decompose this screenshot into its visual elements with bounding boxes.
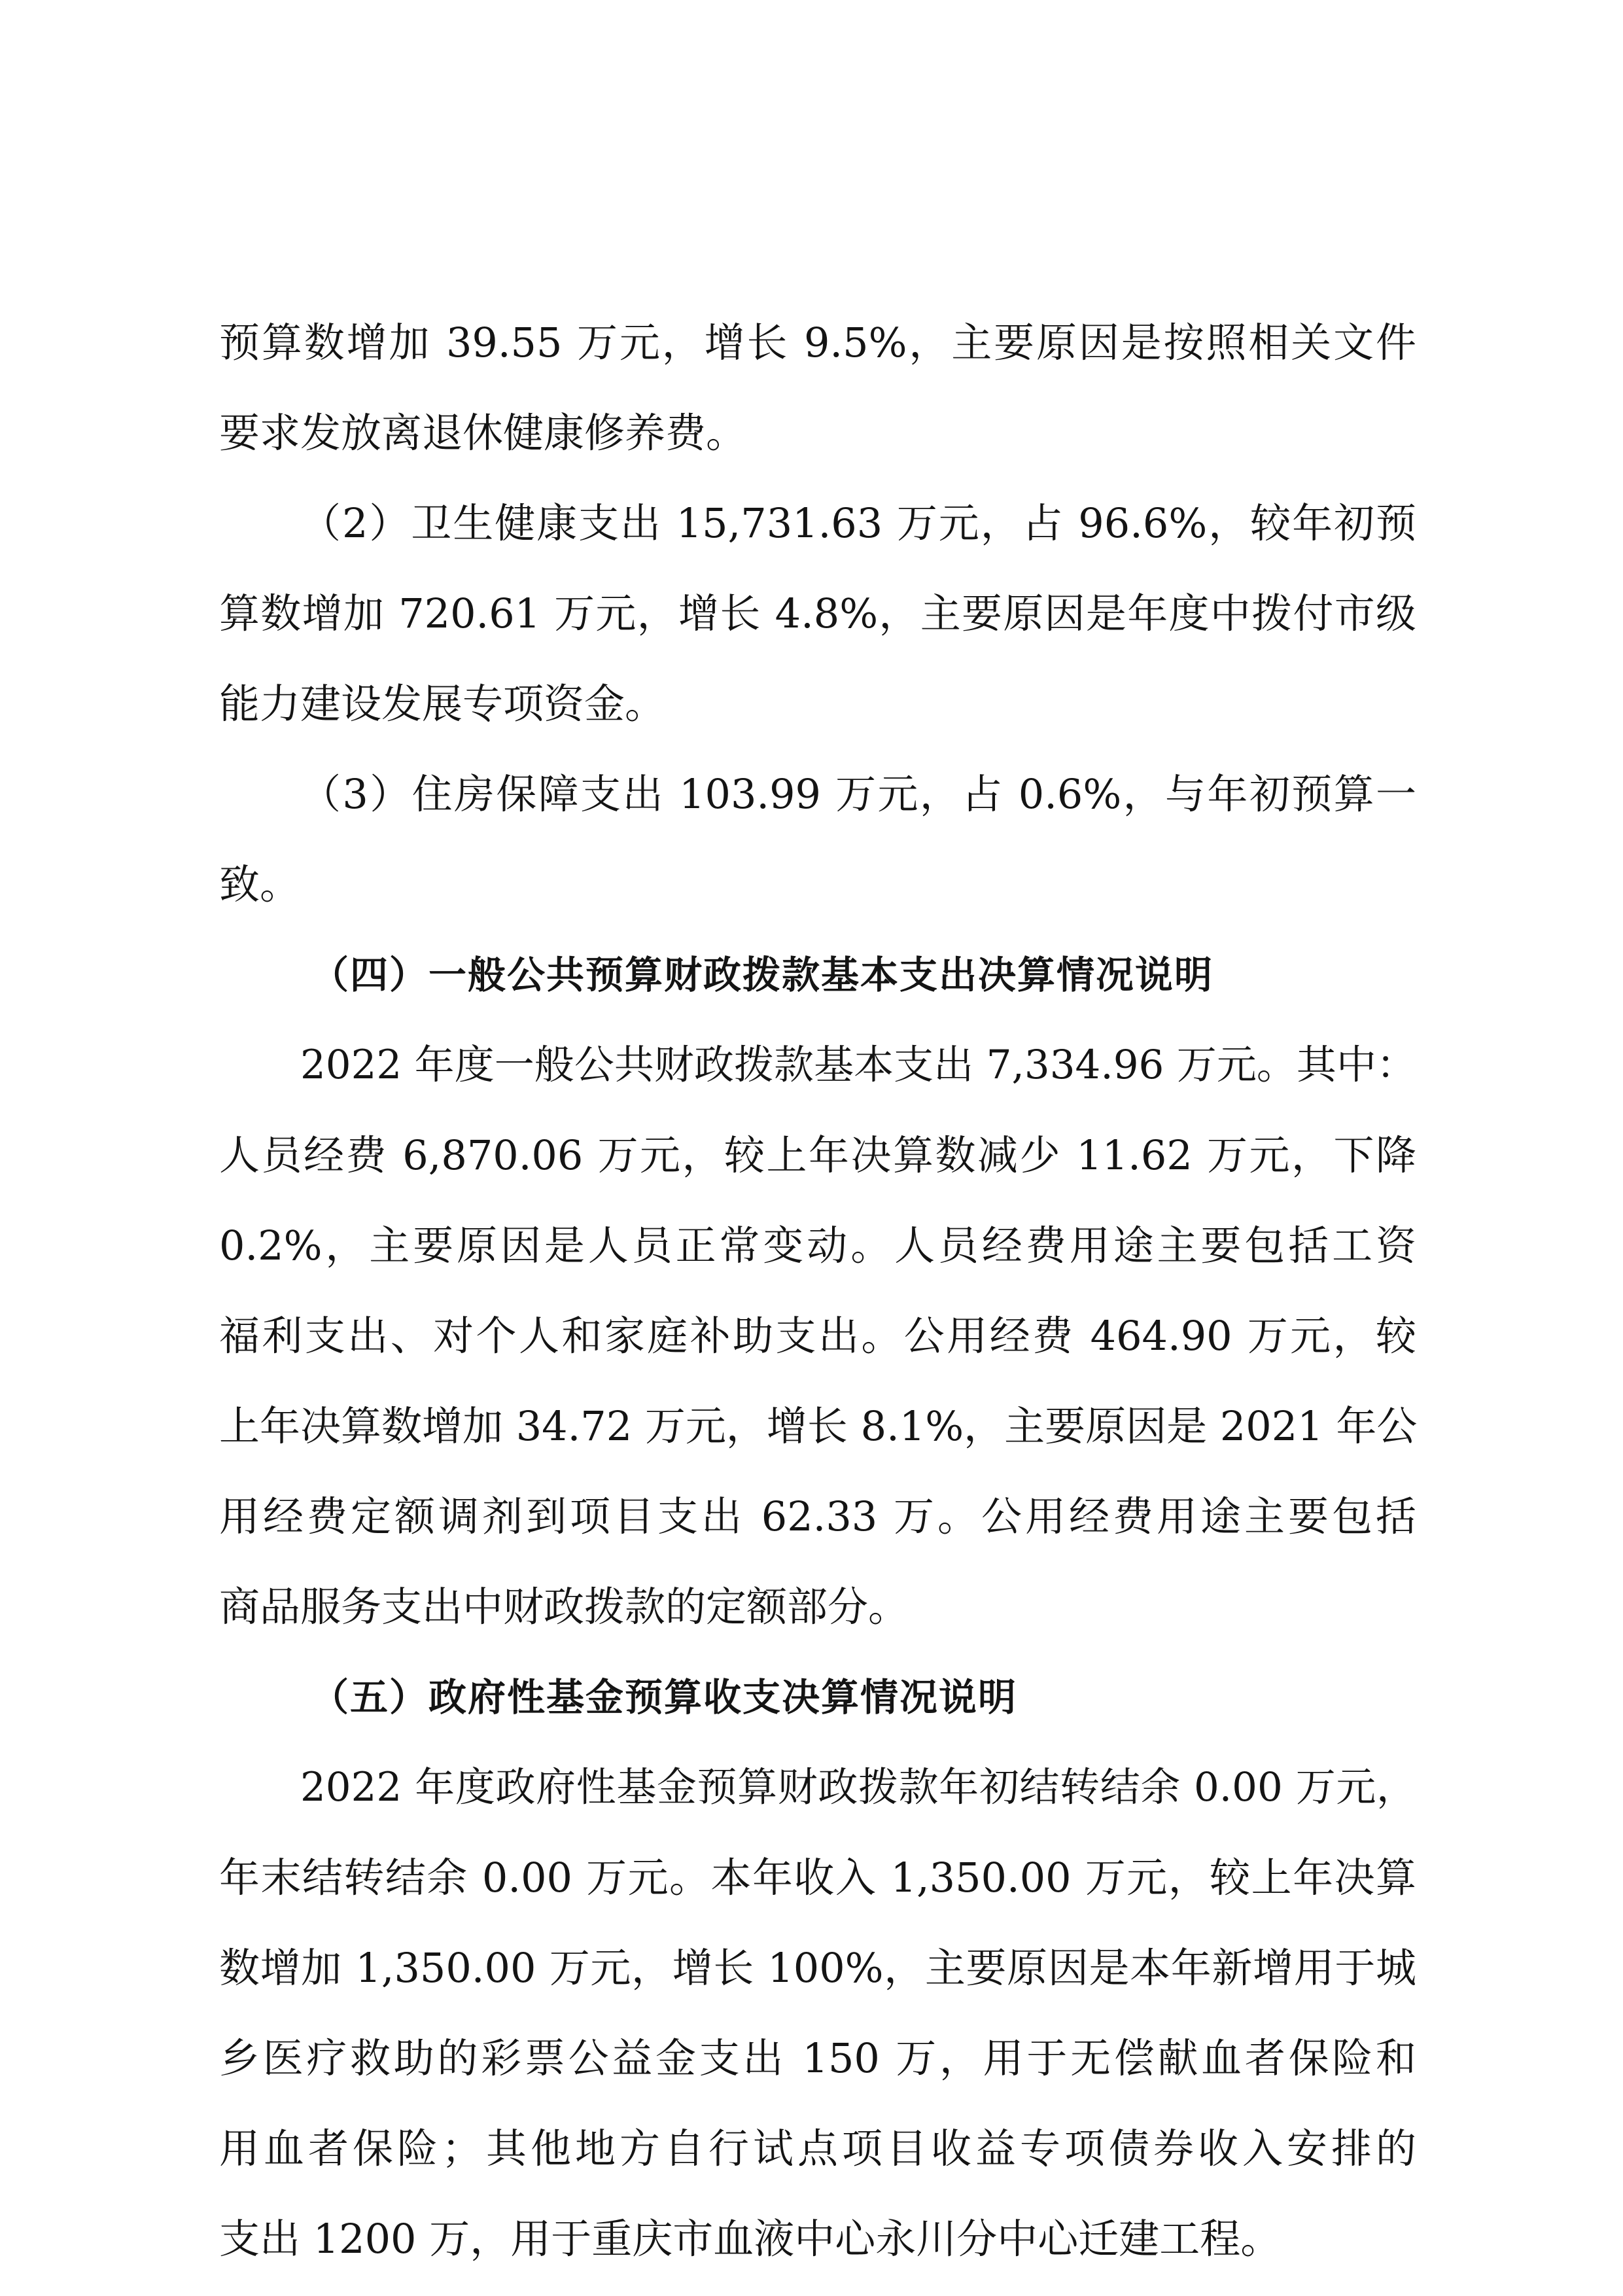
text-line: 用血者保险；其他地方自行试点项目收益专项债券收入安排的	[219, 2125, 1416, 2172]
text-line: （2）卫生健康支出 15,731.63 万元，占 96.6%，较年初预	[300, 499, 1416, 547]
text-line: 要求发放离退休健康修养费。	[219, 409, 747, 457]
text-line: 上年决算数增加 34.72 万元，增长 8.1%，主要原因是 2021 年公	[219, 1402, 1418, 1450]
text-line: 0.2%，主要原因是人员正常变动。人员经费用途主要包括工资	[219, 1222, 1416, 1269]
text-line: 2022 年度一般公共财政拨款基本支出 7,334.96 万元。其中：	[300, 1042, 1416, 1088]
section-heading: （四）一般公共预算财政拨款基本支出决算情况说明	[311, 953, 1214, 997]
section-heading: （五）政府性基金预算收支决算情况说明	[311, 1675, 1018, 1720]
text-line: 能力建设发展专项资金。	[219, 680, 666, 728]
text-line: 年末结转结余 0.00 万元。本年收入 1,350.00 万元，较上年决算	[219, 1854, 1416, 1901]
text-line: 数增加 1,350.00 万元，增长 100%，主要原因是本年新增用于城	[219, 1944, 1416, 1992]
text-line: （3）住房保障支出 103.99 万元，占 0.6%，与年初预算一	[300, 770, 1416, 818]
text-line: 用经费定额调剂到项目支出 62.33 万。公用经费用途主要包括	[219, 1492, 1416, 1540]
text-line: 乡医疗救助的彩票公益金支出 150 万，用于无偿献血者保险和	[219, 2034, 1416, 2082]
text-line: 预算数增加 39.55 万元，增长 9.5%，主要原因是按照相关文件	[219, 319, 1416, 366]
document-page	[219, 298, 1416, 2284]
text-line: 算数增加 720.61 万元，增长 4.8%，主要原因是年度中拨付市级	[219, 590, 1416, 637]
text-line: 致。	[219, 860, 301, 908]
text-line: 人员经费 6,870.06 万元，较上年决算数减少 11.62 万元，下降	[219, 1131, 1416, 1179]
text-line: 支出 1200 万，用于重庆市血液中心永川分中心迁建工程。	[219, 2215, 1282, 2263]
text-line: 商品服务支出中财政拨款的定额部分。	[219, 1583, 909, 1631]
text-line: 福利支出、对个人和家庭补助支出。公用经费 464.90 万元，较	[219, 1312, 1416, 1360]
text-line: 2022 年度政府性基金预算财政拨款年初结转结余 0.00 万元，	[300, 1764, 1416, 1810]
